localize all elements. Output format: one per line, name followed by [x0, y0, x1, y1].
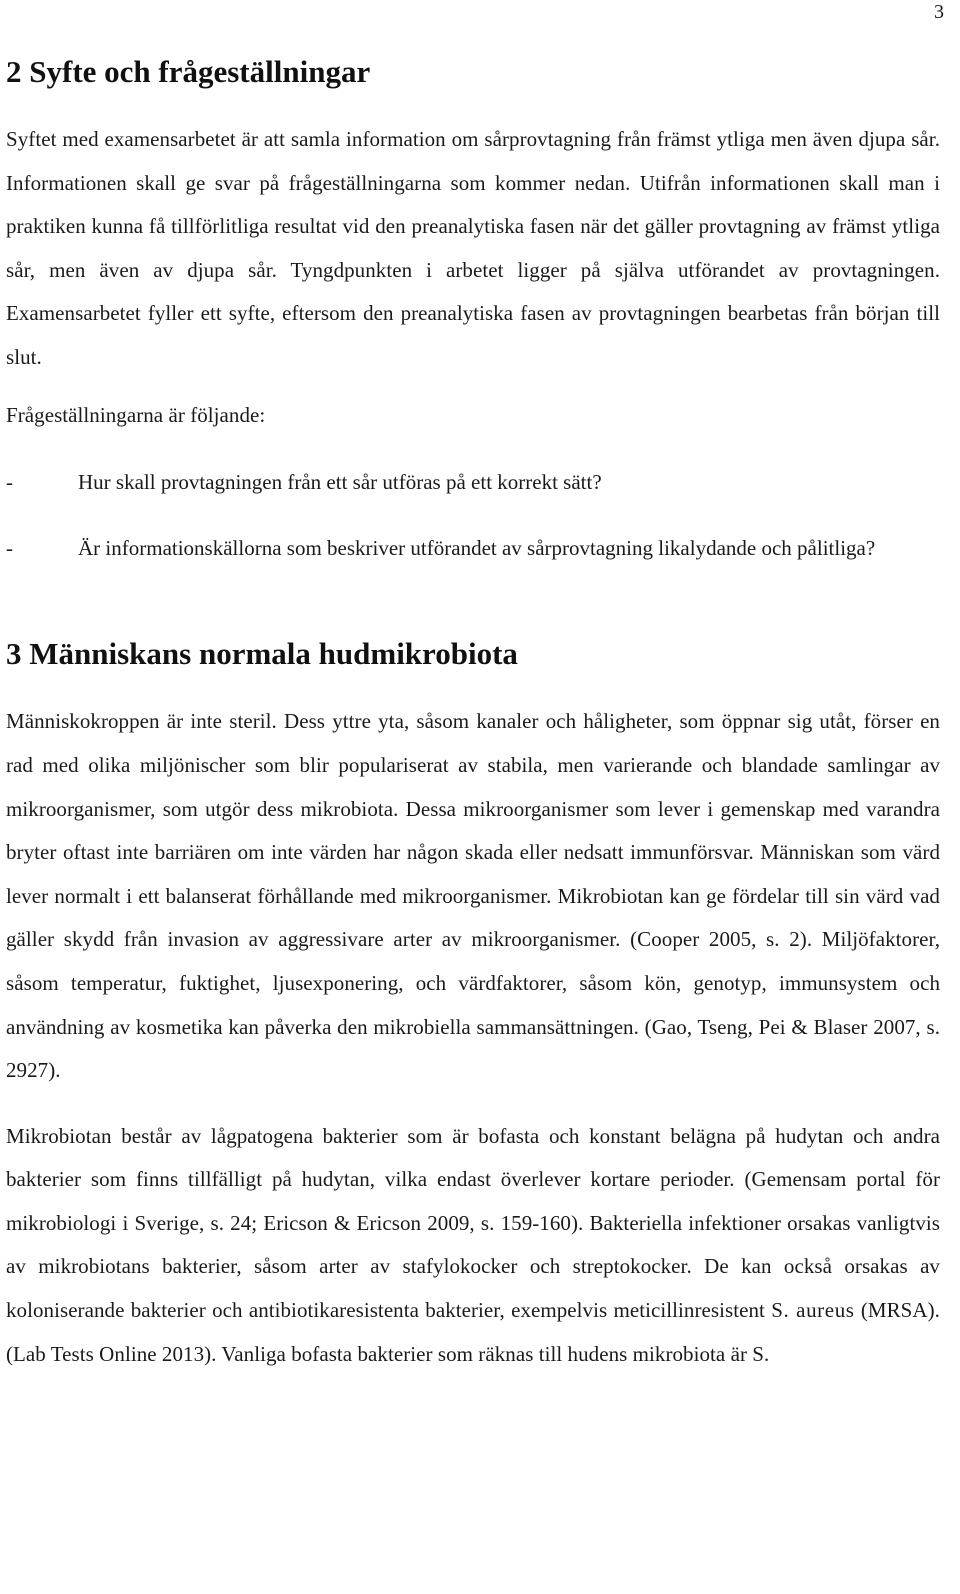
- list-dash: -: [6, 535, 13, 560]
- section-2-paragraph: Syftet med examensarbetet är att samla information om sårprovtagning från främst ytliga men även djupa sår. Informationen skall ge svar på frågeställningarna som kommer nedan. Utifrån informationen skall man i praktiken kunna få tillförlitliga resultat vid den preanalytiska fasen när det gäller provtagning av främst ytliga sår, men även av djupa sår. Tyngdpunkten i arbetet ligger på själva utförandet av provtagningen. Examensarbetet fyller ett syfte, eftersom den preanalytiska fasen av provtagningen bearbetas från början till slut.: [6, 127, 940, 369]
- section-2-heading: 2 Syfte och frågeställningar: [6, 54, 371, 89]
- question-text: Hur skall provtagningen från ett sår utföras på ett korrekt sätt?: [78, 470, 602, 495]
- species-name: S. aureus: [771, 1298, 855, 1323]
- section-3-heading: 3 Människans normala hudmikrobiota: [6, 636, 518, 672]
- page-content: [6, 52, 940, 1376]
- section-3-paragraph-2: [6, 1115, 940, 1377]
- page-number: 3: [934, 1, 944, 23]
- questions-intro: Frågeställningarna är följande:: [6, 402, 266, 427]
- list-dash: -: [6, 470, 13, 495]
- section-3-paragraph-1: Människokroppen är inte steril. Dess yttre yta, såsom kanaler och håligheter, som öppnar sig utåt, förser en rad med olika miljönischer som blir populariserat av stabila, men varierande och blandade samlingar av mikroorganismer, som utgör dess mikrobiota. Dessa mikroorganismer som lever i gemenskap med varandra bryter oftast inte barriären om inte värden har någon skada eller nedsatt immunförsvar. Människan som värd lever normalt i ett balanserat förhållande med mikroorganismer. Mikrobiotan kan ge fördelar till sin värd vad gäller skydd från invasion av aggressivare arter av mikroorganismer. (Cooper 2005, s. 2). Miljöfaktorer, såsom temperatur, fuktighet, ljusexponering, och värdfaktorer, såsom kön, genotyp, immunsystem och användning av kosmetika kan påverka den mikrobiella sammansättningen. (Gao, Tseng, Pei & Blaser 2007, s. 2927).: [6, 709, 940, 1083]
- question-list: [6, 461, 940, 570]
- question-text: Är informationskällorna som beskriver utförandet av sårprovtagning likalydande och pålitliga?: [78, 535, 876, 560]
- paragraph-2-text-a: Mikrobiotan består av lågpatogena bakterier som är bofasta och konstant belägna på hudytan och andra bakterier som finns tillfälligt på hudytan, vilka endast överlever kortare perioder. (Gemensam portal för mikrobiologi i Sverige, s. 24; Ericson & Ericson 2009, s. 159-160). Bakteriella infektioner orsakas vanligtvis av mikrobiotans bakterier, såsom arter av stafylokocker och streptokocker. De kan också orsakas av koloniserande bakterier och antibiotikaresistenta bakterier, exempelvis meticillinresistent: [6, 1123, 940, 1323]
- question-item: [6, 527, 940, 571]
- paragraph-2-text-b: (MRSA). (Lab Tests Online 2013). Vanliga bofasta bakterier som räknas till hudens mikrobiota är S.: [6, 1298, 940, 1366]
- question-item: [6, 461, 940, 505]
